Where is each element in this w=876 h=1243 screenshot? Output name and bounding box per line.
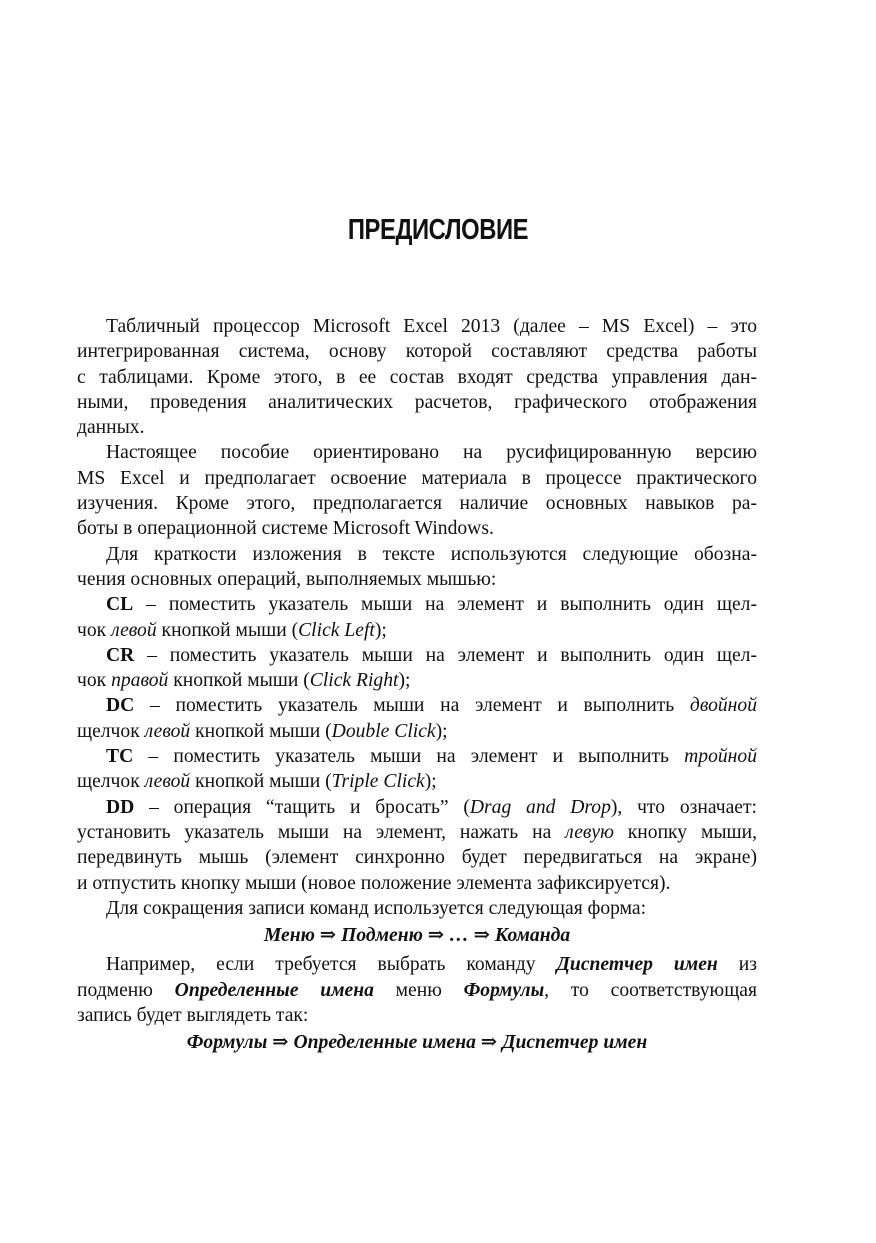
cr-emph: правой <box>111 670 169 692</box>
dc-emph-2: левой <box>144 720 191 742</box>
dd-line2-b: кнопку мыши, <box>613 821 757 843</box>
p3-line-1: Для краткости изложения в тексте используются следующие обозна- <box>106 543 757 565</box>
p5-line-1 <box>77 952 757 977</box>
dd-text-a: – операция “тащить и бросать” ( <box>134 796 470 818</box>
p2-line-4: боты в операционной системе Microsoft Windows. <box>77 518 494 540</box>
cl-text-c: ); <box>374 619 387 641</box>
p5-text-b: из <box>717 954 757 976</box>
dd-line2-a: установить указатель мыши на элемент, нажать на <box>77 821 566 843</box>
cr-text: – поместить указатель мыши на элемент и выполнить один щел- <box>134 644 757 666</box>
p3-line-2: чения основных операций, выполняемых мышью: <box>77 568 497 590</box>
p5-line2-c: , то соответствующая <box>544 979 757 1001</box>
example-formula: Формулы ⇒ Определенные имена ⇒ Диспетчер имен <box>186 1032 648 1054</box>
tc-text-b: кнопкой мыши ( <box>190 771 332 793</box>
cr-english: Click Right <box>309 670 399 692</box>
cl-text-a: чок <box>77 619 112 641</box>
tc-text-c: ); <box>424 771 437 793</box>
dd-line-1 <box>77 795 757 820</box>
p5-line2-a: подменю <box>77 979 175 1001</box>
cl-abbr: CL <box>106 594 134 616</box>
cl-english: Click Left <box>298 619 375 641</box>
p1-line-5: данных. <box>77 417 145 439</box>
cl-text: – поместить указатель мыши на элемент и выполнить один щел- <box>133 594 757 616</box>
dd-english: Drag and Drop <box>469 796 611 818</box>
cl-line-2 <box>77 618 757 643</box>
dc-line-2 <box>77 719 757 744</box>
p2-line-2: MS Excel и предполагает освоение материала в процессе практического <box>77 467 757 489</box>
p5-line2-b: меню <box>373 979 464 1001</box>
tc-text-a: щелчок <box>77 771 145 793</box>
dd-line-3: передвинуть мышь (элемент синхронно будет передвигаться на экране) <box>77 847 757 869</box>
tc-line-2 <box>77 769 757 794</box>
cl-line-1 <box>77 592 757 617</box>
cl-text-b: кнопкой мыши ( <box>156 619 299 641</box>
page-title: ПРЕДИСЛОВИЕ <box>347 214 529 246</box>
command-formula: Меню ⇒ Подменю ⇒ … ⇒ Команда <box>263 925 571 947</box>
dc-line-1 <box>77 693 757 718</box>
cr-line-2 <box>77 668 757 693</box>
cr-text-a: чок <box>77 670 112 692</box>
p5-submenu-name: Определенные имена <box>174 979 374 1001</box>
tc-emph-2: левой <box>144 771 191 793</box>
tc-text: – поместить указатель мыши на элемент и выполнить <box>133 746 685 768</box>
p1-line-1: Табличный процессор Microsoft Excel 2013 (далее – MS Excel) – это <box>106 316 757 337</box>
dd-text-b: ), что означает: <box>610 796 757 818</box>
dc-text-c: ); <box>435 720 448 742</box>
dd-line-2 <box>77 820 757 845</box>
p5-menu-name: Формулы <box>463 979 545 1001</box>
p1-line-4: ными, проведения аналитических расчетов, графического отображения <box>77 391 757 413</box>
p1-line-2: интегрированная система, основу которой составляют средства работы <box>77 341 757 363</box>
tc-line-1 <box>77 744 757 769</box>
dc-text-a: щелчок <box>77 720 145 742</box>
p5-line-3: запись будет выглядеть так: <box>77 1005 309 1027</box>
cr-line-1 <box>77 643 757 668</box>
dd-emph: левую <box>565 821 614 843</box>
tc-abbr: TC <box>106 746 134 768</box>
tc-emph-1: тройной <box>684 746 757 768</box>
p4-line-1: Для сокращения записи команд используется следующая форма: <box>106 897 647 919</box>
cr-text-b: кнопкой мыши ( <box>168 670 310 692</box>
tc-english: Triple Click <box>331 771 425 793</box>
p1-line-3: с таблицами. Кроме этого, в ее состав входят средства управления дан- <box>77 366 757 388</box>
dc-emph-1: двойной <box>689 695 757 717</box>
dd-abbr: DD <box>106 796 135 818</box>
dc-text-b: кнопкой мыши ( <box>190 720 332 742</box>
dd-line-4: и отпустить кнопку мыши (новое положение элемента зафиксируется). <box>77 872 671 894</box>
dc-english: Double Click <box>331 720 436 742</box>
dc-abbr: DC <box>106 695 135 717</box>
cr-abbr: CR <box>106 644 135 666</box>
p2-line-3: изучения. Кроме этого, предполагается наличие основных навыков ра- <box>77 493 757 515</box>
p5-command-name: Диспетчер имен <box>556 954 718 976</box>
p2-line-1: Настоящее пособие ориентировано на русифицированную версию <box>106 442 757 464</box>
p5-text-a: Например, если требуется выбрать команду <box>106 954 557 976</box>
cr-text-c: ); <box>398 670 411 692</box>
p5-line-2 <box>77 978 757 1003</box>
dc-text: – поместить указатель мыши на элемент и выполнить <box>134 695 690 717</box>
body-text <box>77 314 757 1056</box>
cl-emph: левой <box>111 619 157 641</box>
